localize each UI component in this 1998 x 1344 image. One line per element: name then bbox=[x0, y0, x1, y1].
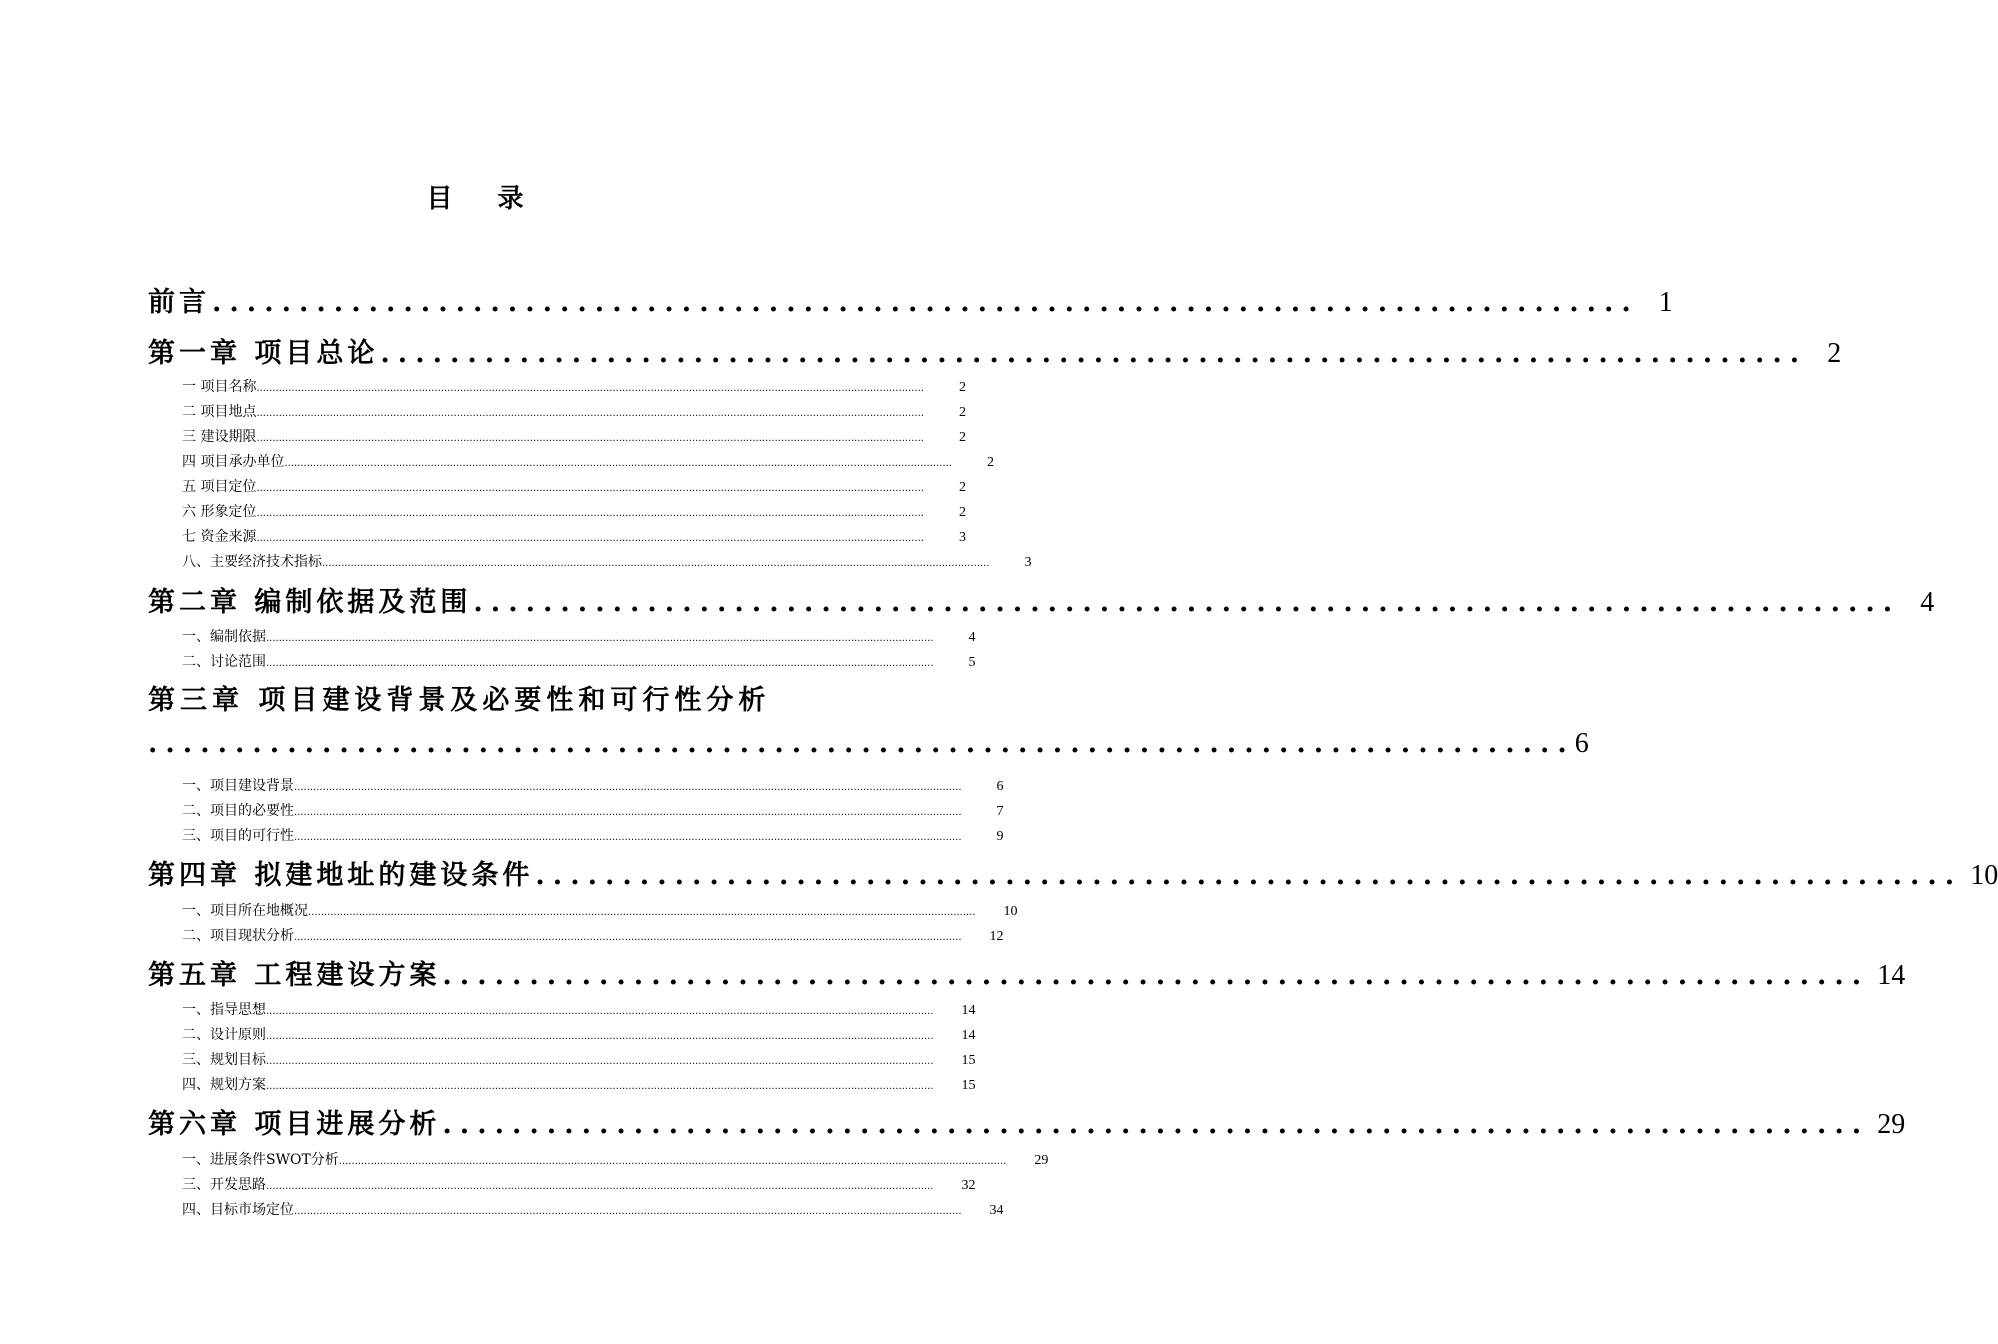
toc-page-number: 32 bbox=[961, 1178, 976, 1193]
toc-entry-chapter-3[interactable] bbox=[148, 678, 800, 717]
toc-page-number: 2 bbox=[958, 380, 966, 395]
leader-dots: .................................................................................................................................................................................................................. bbox=[294, 807, 962, 818]
leader-dots: .................................................................................................................................................................................................................. bbox=[266, 658, 934, 669]
leader-dots: .................................................................................. bbox=[442, 960, 1870, 991]
toc-entry-label: 六 形象定位 bbox=[182, 504, 257, 520]
toc-page-number: 2 bbox=[958, 430, 966, 445]
toc-entry-section[interactable] bbox=[182, 999, 976, 1019]
toc-entry-label: 一、指导思想 bbox=[182, 1002, 266, 1018]
toc-entry-section[interactable] bbox=[182, 426, 966, 446]
toc-entry-label: 八、主要经济技术指标 bbox=[182, 554, 322, 570]
toc-entry-label: 二、项目现状分析 bbox=[182, 928, 294, 944]
toc-page-number: 2 bbox=[958, 480, 966, 495]
toc-entry-label: 第一章 项目总论 bbox=[148, 338, 379, 369]
toc-entry-section[interactable] bbox=[182, 1049, 976, 1069]
toc-entry-label: 二、讨论范围 bbox=[182, 654, 266, 670]
toc-entry-label: 三、开发思路 bbox=[182, 1177, 266, 1193]
leader-dots: .................................................................................................................................................................................................................. bbox=[266, 1081, 934, 1092]
toc-entry-section[interactable] bbox=[182, 1074, 976, 1094]
toc-entry-label: 一、项目建设背景 bbox=[182, 778, 294, 794]
toc-entry-section[interactable] bbox=[182, 1174, 976, 1194]
toc-entry-preface[interactable] bbox=[148, 280, 1673, 319]
toc-page-number: 12 bbox=[989, 929, 1004, 944]
toc-entry-chapter-1[interactable] bbox=[148, 331, 1842, 370]
toc-page-number: 5 bbox=[968, 655, 976, 670]
toc-page-number: 6 bbox=[996, 779, 1004, 794]
toc-page-number: 10 bbox=[1970, 860, 1998, 891]
toc-entry-label: 三 建设期限 bbox=[182, 429, 257, 445]
leader-dots: .................................................................................................................................................................................................................. bbox=[294, 932, 962, 943]
toc-page-number: 6 bbox=[1574, 728, 1589, 759]
toc-page-number: 3 bbox=[1024, 555, 1032, 570]
toc-entry-label: 一、进展条件SWOT分析 bbox=[182, 1152, 339, 1168]
leader-dots: .................................................................................. bbox=[148, 728, 1575, 759]
toc-entry-label: 一 项目名称 bbox=[182, 379, 257, 395]
toc-entry-chapter-6[interactable] bbox=[148, 1102, 1906, 1141]
toc-page-number: 2 bbox=[958, 505, 966, 520]
toc-page-number: 15 bbox=[961, 1053, 976, 1068]
toc-page-number: 2 bbox=[986, 455, 994, 470]
toc-entry-section[interactable] bbox=[182, 651, 976, 671]
toc-entry-label: 四、目标市场定位 bbox=[182, 1202, 294, 1218]
leader-dots: .................................................................................................................................................................................................................. bbox=[266, 1181, 934, 1192]
toc-entry-label: 五 项目定位 bbox=[182, 479, 257, 495]
leader-dots: .................................................................................................................................................................................................................. bbox=[308, 907, 976, 918]
toc-entry-chapter-5[interactable] bbox=[148, 953, 1906, 992]
toc-page-number: 4 bbox=[1920, 587, 1935, 618]
toc-page-number: 2 bbox=[958, 405, 966, 420]
leader-dots: .................................................................................................................................................................................................................. bbox=[256, 508, 924, 519]
toc-page-number: 29 bbox=[1034, 1153, 1049, 1168]
toc-page-number: 14 bbox=[961, 1028, 976, 1043]
toc-entry-section[interactable] bbox=[182, 1149, 1049, 1169]
toc-entry-label: 一、编制依据 bbox=[182, 629, 266, 645]
toc-entry-section[interactable] bbox=[182, 626, 976, 646]
toc-entry-section[interactable] bbox=[182, 800, 1004, 820]
toc-entry-label: 第五章 工程建设方案 bbox=[148, 960, 441, 991]
toc-page-number: 3 bbox=[958, 530, 966, 545]
toc-entry-section[interactable] bbox=[182, 551, 1032, 571]
toc-entry-chapter-4[interactable] bbox=[148, 853, 1998, 892]
toc-entry-label: 第三章 项目建设背景及必要性和可行性分析 bbox=[148, 685, 771, 716]
toc-page-number: 14 bbox=[961, 1003, 976, 1018]
toc-entry-label: 三、项目的可行性 bbox=[182, 828, 294, 844]
leader-dots: .................................................................................................................................................................................................................. bbox=[322, 558, 990, 569]
toc-page-number: 2 bbox=[1827, 338, 1842, 369]
toc-page-number: 34 bbox=[989, 1203, 1004, 1218]
toc-entry-label: 前言 bbox=[148, 287, 210, 318]
leader-dots: .................................................................................................................................................................................................................. bbox=[294, 832, 962, 843]
toc-entry-label: 二 项目地点 bbox=[182, 404, 257, 420]
toc-page-number: 9 bbox=[996, 829, 1004, 844]
toc-entry-label: 第六章 项目进展分析 bbox=[148, 1109, 441, 1140]
toc-entry-label: 第二章 编制依据及范围 bbox=[148, 587, 472, 618]
toc-entry-section[interactable] bbox=[182, 501, 966, 521]
toc-entry-section[interactable] bbox=[182, 526, 966, 546]
toc-entry-section[interactable] bbox=[182, 1024, 976, 1044]
leader-dots: .................................................................................................................................................................................................................. bbox=[266, 1006, 934, 1017]
toc-page-number: 4 bbox=[968, 630, 976, 645]
toc-entry-section[interactable] bbox=[182, 925, 1004, 945]
toc-page-number: 15 bbox=[961, 1078, 976, 1093]
toc-entry-label: 三、规划目标 bbox=[182, 1052, 266, 1068]
toc-entry-label: 四 项目承办单位 bbox=[182, 454, 285, 470]
toc-page-number: 14 bbox=[1877, 960, 1906, 991]
leader-dots: .................................................................................................................................................................................................................. bbox=[256, 433, 924, 444]
leader-dots: .................................................................................................................................................................................................................. bbox=[338, 1156, 1007, 1167]
toc-entry-label: 一、项目所在地概况 bbox=[182, 903, 308, 919]
leader-dots: .................................................................................................................................................................................................................. bbox=[256, 533, 924, 544]
toc-entry-section[interactable] bbox=[182, 476, 966, 496]
leader-dots: .................................................................................. bbox=[212, 287, 1639, 318]
leader-dots: .................................................................................. bbox=[473, 587, 1901, 618]
toc-entry-section[interactable] bbox=[182, 900, 1018, 920]
toc-entry-section[interactable] bbox=[182, 775, 1004, 795]
toc-entry-label: 二、设计原则 bbox=[182, 1027, 266, 1043]
leader-dots: .................................................................................................................................................................................................................. bbox=[294, 782, 962, 793]
leader-dots: .................................................................................................................................................................................................................. bbox=[266, 633, 934, 644]
toc-entry-section[interactable] bbox=[182, 376, 966, 396]
leader-dots: .................................................................................................................................................................................................................. bbox=[266, 1056, 934, 1067]
leader-dots: .................................................................................. bbox=[535, 860, 1963, 891]
toc-entry-label: 七 资金来源 bbox=[182, 529, 257, 545]
leader-dots: .................................................................................................................................................................................................................. bbox=[256, 483, 924, 494]
toc-entry-chapter-2[interactable] bbox=[148, 580, 1935, 619]
toc-page-number: 1 bbox=[1658, 287, 1673, 318]
toc-page-number: 29 bbox=[1877, 1109, 1906, 1140]
toc-entry-section[interactable] bbox=[182, 1199, 1004, 1219]
toc-entry-section[interactable] bbox=[182, 451, 994, 471]
leader-dots: .................................................................................. bbox=[380, 338, 1808, 369]
leader-dots: .................................................................................................................................................................................................................. bbox=[284, 458, 952, 469]
toc-entry-label: 第四章 拟建地址的建设条件 bbox=[148, 860, 534, 891]
toc-entry-label: 二、项目的必要性 bbox=[182, 803, 294, 819]
leader-dots: .................................................................................. bbox=[442, 1109, 1870, 1140]
toc-page-number: 7 bbox=[996, 804, 1004, 819]
toc-entry-section[interactable] bbox=[182, 401, 966, 421]
toc-title: 目 录 bbox=[426, 184, 542, 214]
leader-dots: .................................................................................................................................................................................................................. bbox=[256, 408, 924, 419]
leader-dots: .................................................................................................................................................................................................................. bbox=[266, 1031, 934, 1042]
toc-page-number: 10 bbox=[1003, 904, 1018, 919]
toc-entry-chapter-3-leader[interactable] bbox=[148, 728, 1589, 760]
leader-dots: .................................................................................................................................................................................................................. bbox=[256, 383, 924, 394]
leader-dots: .................................................................................................................................................................................................................. bbox=[294, 1206, 962, 1217]
toc-entry-section[interactable] bbox=[182, 825, 1004, 845]
toc-entry-label: 四、规划方案 bbox=[182, 1077, 266, 1093]
